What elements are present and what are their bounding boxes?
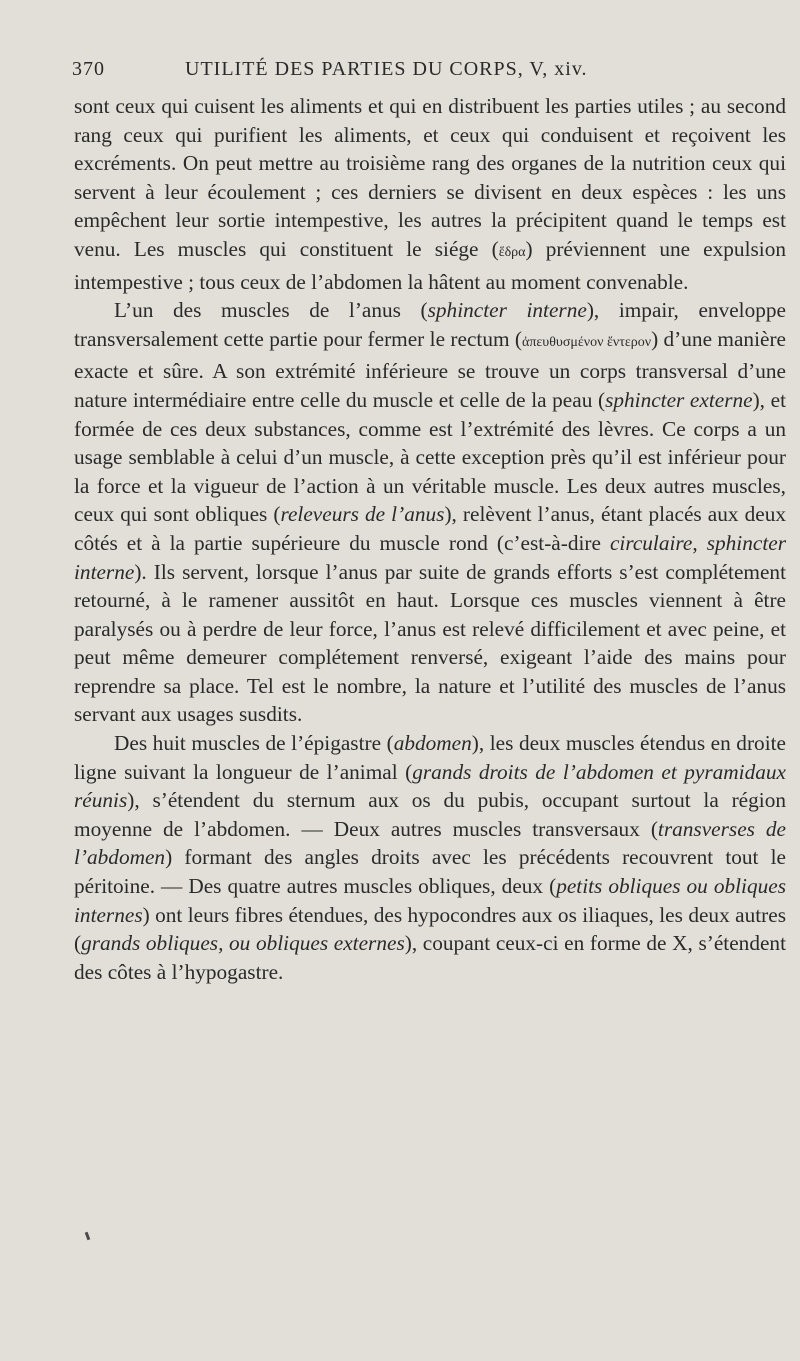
italic-term: releveurs de l’anus (280, 502, 445, 527)
italic-term: transverses de l’abdomen (74, 816, 787, 870)
running-title: UTILITÉ DES PARTIES DU CORPS, V, xiv. (185, 58, 588, 80)
text-run: ) préviennent une expulsion intempestive ; tous ceux de l’abdomen la hâtent au moment convenable. (74, 236, 786, 294)
italic-term: sphincter externe (605, 387, 753, 412)
text-run: , (692, 530, 707, 555)
running-head (72, 58, 672, 88)
italic-term: grands obliques, ou obliques externes (81, 931, 405, 956)
text-run: ), relèvent l’anus, étant placés aux deux côtés et à la partie supérieure du muscle rond (c’est-à-dire (74, 502, 786, 555)
text-run: sont ceux qui cuisent les aliments et qui en distribuent les parties utiles ; au second rang ceux qui purifient les aliments, et ceux qui conduisent et reçoivent les excréments. On peut mettre au troisième rang des organes de la nutrition ceux qui servent à leur écoulement ; ces derniers se divisent en deux espèces : les uns empêchent leur sortie intempestive, les autres la précipitent quand le temps est venu. Les muscles qui constituent le siége ( (74, 94, 786, 261)
text-run: ), les deux muscles étendus en droite ligne suivant la longueur de l’animal ( (74, 731, 786, 784)
italic-term: circulaire (609, 530, 693, 555)
text-run: ). Ils servent, lorsque l’anus par suite de grands efforts s’est complétement retourné, à le ramener aussitôt en haut. Lorsque ces muscles viennent à être paralysés ou à perdre de leur force, l’anus est relevé difficilement et avec peine, et peut même demeurer complétement renversé, exigeant l’aide des mains pour reprendre sa place. Tel est le nombre, la nature et l’utilité des muscles de l’anus servant aux usages susdits. (74, 559, 786, 727)
text-run: ) ont leurs fibres étendues, des hypocondres aux os iliaques, les deux autres ( (74, 902, 786, 956)
text-run: ), et formée de ces deux substances, comme est l’extrémité des lèvres. Ce corps a un usage semblable à celui d’un muscle, à cette exception près qu’il est inférieur pour la force et la vigueur de l’action à un véritable muscle. Les deux autres muscles, ceux qui sont obliques ( (74, 387, 786, 527)
italic-term: sphincter interne (427, 298, 587, 323)
text-run: ), impair, enveloppe transversalement cette partie pour fermer le rectum ( (74, 298, 786, 351)
greek-term: ἀπευθυσμένον ἔντερον (522, 334, 652, 350)
italic-term: petits obliques ou obliques internes (74, 874, 786, 927)
greek-term: ἕδρα (498, 244, 526, 260)
page-number: 370 (72, 58, 105, 80)
text-run: ), coupant ceux-ci en forme de X, s’étendent des côtes à l’hypogastre. (74, 931, 786, 984)
text-run: ), s’étendent du sternum aux os du pubis, occupant surtout la région moyenne de l’abdomen. — Deux autres muscles transversaux ( (74, 788, 786, 841)
text-run: L’un des muscles de l’anus ( (114, 298, 428, 323)
paragraph-1 (74, 92, 786, 296)
text-run: ) formant des angles droits avec les précédents recouvrent tout le péritoine. — Des quatre autres muscles obliques, deux ( (74, 845, 786, 899)
paragraph-3 (74, 729, 786, 986)
body-text (74, 92, 786, 986)
stray-ink-mark (85, 1232, 91, 1241)
text-run: ) d’une manière exacte et sûre. A son extrémité inférieure se trouve un corps transversal d’une nature intermédiaire entre celle du muscle et celle de la peau ( (74, 326, 786, 412)
paragraph-2 (74, 296, 786, 729)
italic-term: sphincter interne (74, 530, 786, 584)
text-run: Des huit muscles de l’épigastre ( (114, 731, 394, 756)
italic-term: abdomen (393, 731, 472, 756)
italic-term: grands droits de l’abdomen et pyramidaux réunis (74, 759, 786, 813)
